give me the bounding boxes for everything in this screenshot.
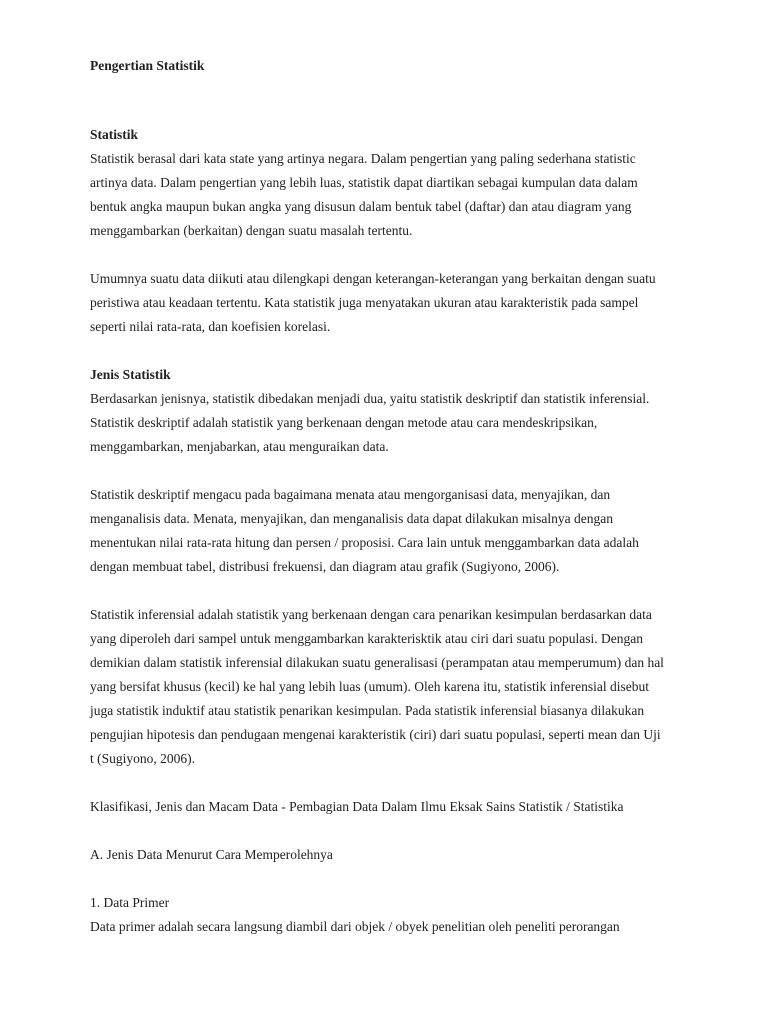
paragraph-statistik-data-info bbox=[90, 267, 680, 339]
paragraph-statistik-definition bbox=[90, 147, 680, 243]
text-line: menggambarkan (berkaitan) dengan suatu masalah tertentu. bbox=[90, 223, 413, 238]
text-line: Statistik inferensial adalah statistik yang berkenaan dengan cara penarikan kesimpulan berdasarkan data bbox=[90, 607, 652, 622]
text-line: Statistik deskriptif mengacu pada bagaimana menata atau mengorganisasi data, menyajikan, dan bbox=[90, 487, 611, 502]
text-line: bentuk angka maupun bukan angka yang disusun dalam bentuk tabel (daftar) dan atau diagram yang bbox=[90, 199, 632, 214]
section-heading-statistik: Statistik bbox=[90, 127, 139, 142]
text-line: seperti nilai rata-rata, dan koefisien korelasi. bbox=[90, 319, 331, 334]
text-line: peristiwa atau keadaan tertentu. Kata statistik juga menyatakan ukuran atau karakteristik pada sampel bbox=[90, 295, 639, 310]
paragraph-statistik-deskriptif bbox=[90, 483, 680, 579]
text-line: Berdasarkan jenisnya, statistik dibedakan menjadi dua, yaitu statistik deskriptif dan statistik inferensial. bbox=[90, 391, 650, 406]
text-line: Statistik berasal dari kata state yang artinya negara. Dalam pengertian yang paling sederhana statistic bbox=[90, 151, 636, 166]
item-data-primer-text: Data primer adalah secara langsung diambil dari objek / obyek penelitian oleh peneliti perorangan bbox=[90, 919, 620, 934]
text-line: artinya data. Dalam pengertian yang lebih luas, statistik dapat diartikan sebagai kumpulan data dalam bbox=[90, 175, 638, 190]
classification-heading: Klasifikasi, Jenis dan Macam Data - Pembagian Data Dalam Ilmu Eksak Sains Statistik / Statistika bbox=[90, 799, 624, 814]
document-title: Pengertian Statistik bbox=[90, 58, 205, 73]
paragraph-statistik-inferensial bbox=[90, 603, 680, 771]
text-line: Statistik deskriptif adalah statistik yang berkenaan dengan metode atau cara mendeskripsikan, bbox=[90, 415, 598, 430]
paragraph-jenis-statistik bbox=[90, 387, 680, 459]
text-line: pengujian hipotesis dan pendugaan mengenai karakteristik (ciri) dari suatu populasi, seperti mean dan Uji bbox=[90, 727, 661, 742]
text-line: t (Sugiyono, 2006). bbox=[90, 751, 196, 766]
text-line: menggambarkan, menjabarkan, atau menguraikan data. bbox=[90, 439, 389, 454]
text-line: juga statistik induktif atau statistik penarikan kesimpulan. Pada statistik inferensial biasanya dilakukan bbox=[90, 703, 645, 718]
text-line: demikian dalam statistik inferensial dilakukan suatu generalisasi (perampatan atau memperumum) dan hal bbox=[90, 655, 664, 670]
text-line: yang diperoleh dari sampel untuk menggambarkan karakterisktik atau ciri dari suatu populasi. Dengan bbox=[90, 631, 643, 646]
text-line: yang bersifat khusus (kecil) ke hal yang lebih luas (umum). Oleh karena itu, statistik inferensial disebut bbox=[90, 679, 649, 694]
text-line: menentukan nilai rata-rata hitung dan persen / proposisi. Cara lain untuk menggambarkan data adalah bbox=[90, 535, 639, 550]
text-line: Umumnya suatu data diikuti atau dilengkapi dengan keterangan-keterangan yang berkaitan dengan suatu bbox=[90, 271, 656, 286]
text-line: dengan membuat tabel, distribusi frekuensi, dan diagram atau grafik (Sugiyono, 2006). bbox=[90, 559, 560, 574]
section-a-title: A. Jenis Data Menurut Cara Memperolehnya bbox=[90, 847, 333, 862]
section-heading-jenis-statistik: Jenis Statistik bbox=[90, 367, 171, 382]
text-line: menganalisis data. Menata, menyajikan, dan menganalisis data dapat dilakukan misalnya dengan bbox=[90, 511, 613, 526]
item-data-primer-title: 1. Data Primer bbox=[90, 895, 170, 910]
